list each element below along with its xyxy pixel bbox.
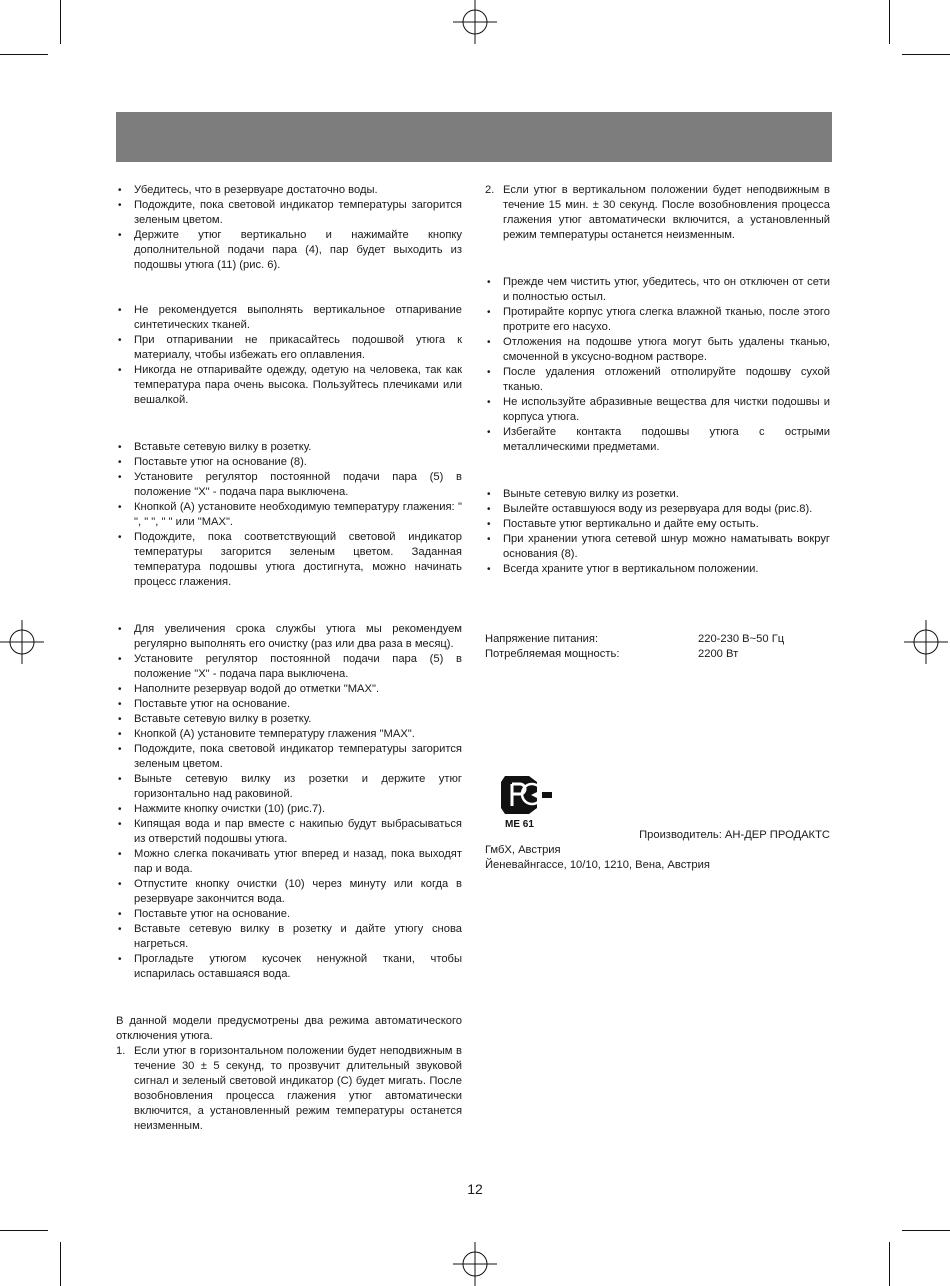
list-item: • Не используйте абразивные вещества для чистки подошвы и корпуса утюга.	[485, 395, 830, 425]
self-clean-list	[116, 622, 462, 982]
registration-mark-bottom	[453, 1242, 497, 1286]
item-text: Если утюг в вертикальном положении будет неподвижным в течение 15 мин. ± 30 секунд. После возобновления процесса глажения утюг автоматически включится, а установленный режим температуры останется неизменным.	[503, 184, 830, 241]
list-item: • Установите регулятор постоянной подачи пара (5) в положение "X" - подача пара выключена.	[116, 470, 462, 500]
specifications	[485, 632, 830, 662]
list-item: • Кнопкой (А) установите температуру глажения "MAX".	[116, 727, 462, 742]
crop-mark	[902, 1230, 950, 1231]
list-item: • При хранении утюга сетевой шнур можно наматывать вокруг основания (8).	[485, 532, 830, 562]
list-item: • Вставьте сетевую вилку в розетку.	[116, 712, 462, 727]
page-number: 12	[467, 1181, 483, 1197]
list-item: • Вылейте оставшуюся воду из резервуара для воды (рис.8).	[485, 502, 830, 517]
registration-mark-right	[904, 620, 948, 664]
list-item: • Для увеличения срока службы утюга мы рекомендуем регулярно выполнять его очистку (раз или два раза в месяц).	[116, 622, 462, 652]
cert-code: ME 61	[505, 819, 534, 830]
cleaning-list	[485, 275, 830, 455]
list-item: • Всегда храните утюг в вертикальном положении.	[485, 562, 830, 577]
auto-off-list	[116, 1044, 462, 1134]
list-item: • Прогладьте утюгом кусочек ненужной ткани, чтобы испарилась оставшаяся вода.	[116, 952, 462, 982]
list-item: • Протирайте корпус утюга слегка влажной тканью, после этого протрите его насухо.	[485, 305, 830, 335]
spec-value: 220-230 В~50 Гц	[698, 633, 785, 645]
list-item: • Подождите, пока световой индикатор температуры загорится зеленым цветом.	[116, 742, 462, 772]
list-item: • При отпаривании не прикасайтесь подошвой утюга к материалу, чтобы избежать его оплавления.	[116, 333, 462, 363]
crop-mark	[0, 1230, 48, 1231]
registration-mark-left	[0, 620, 44, 664]
item-number: 2.	[485, 184, 495, 196]
manufacturer-country: ГмбХ, Австрия	[485, 844, 561, 856]
list-item: • Кнопкой (А) установите необходимую температуру глажения: " ", " ", " " или "MAX".	[116, 500, 462, 530]
list-item: • Можно слегка покачивать утюг вперед и назад, пока выходят пар и вода.	[116, 847, 462, 877]
header-bar	[116, 112, 832, 162]
auto-off-list-continued	[485, 183, 830, 243]
list-item: • Вставьте сетевую вилку в розетку.	[116, 440, 462, 455]
list-item	[116, 1044, 462, 1134]
list-item: • Подождите, пока световой индикатор температуры загорится зеленым цветом.	[116, 198, 462, 228]
list-item: • Поставьте утюг вертикально и дайте ему остыть.	[485, 517, 830, 532]
list-item: • Прежде чем чистить утюг, убедитесь, что он отключен от сети и полностью остыл.	[485, 275, 830, 305]
storage-list	[485, 487, 830, 577]
ironing-list	[116, 440, 462, 590]
pct-certification-icon	[498, 772, 554, 830]
list-item: • Установите регулятор постоянной подачи пара (5) в положение "X" - подача пара выключена.	[116, 652, 462, 682]
list-item: • Отпустите кнопку очистки (10) через минуту или когда в резервуаре закончится вода.	[116, 877, 462, 907]
auto-off-intro: В данной модели предусмотрены два режима автоматического отключения утюга.	[116, 1015, 462, 1042]
list-item: • Никогда не отпаривайте одежду, одетую на человека, так как температура пара очень высока. Пользуйтесь плечиками или вешалкой.	[116, 363, 462, 408]
spec-row	[485, 647, 830, 662]
list-item: • После удаления отложений отполируйте подошву сухой тканью.	[485, 365, 830, 395]
list-item: • Вставьте сетевую вилку в розетку и дайте утюгу снова нагреться.	[116, 922, 462, 952]
list-item: • Поставьте утюг на основание.	[116, 697, 462, 712]
list-item: • Держите утюг вертикально и нажимайте кнопку дополнительной подачи пара (4), пар будет выходить из подошвы утюга (11) (рис. 6).	[116, 228, 462, 273]
list-item: • Отложения на подошве утюга могут быть удалены тканью, смоченной в уксусно-водном растворе.	[485, 335, 830, 365]
list-item: • Нажмите кнопку очистки (10) (рис.7).	[116, 802, 462, 817]
list-item: • Поставьте утюг на основание (8).	[116, 455, 462, 470]
crop-mark	[902, 54, 950, 55]
manufacturer-info	[485, 828, 830, 873]
spec-label: Напряжение питания:	[485, 633, 599, 645]
left-column	[116, 183, 462, 1134]
list-item: • Поставьте утюг на основание.	[116, 907, 462, 922]
list-item: • Избегайте контакта подошвы утюга с острыми металлическими предметами.	[485, 425, 830, 455]
list-item: • Кипящая вода и пар вместе с накипью будут выбрасываться из отверстий подошвы утюга.	[116, 817, 462, 847]
list-item: • Убедитесь, что в резервуаре достаточно воды.	[116, 183, 462, 198]
vertical-steam-list	[116, 303, 462, 408]
list-item	[485, 183, 830, 243]
spec-row	[485, 632, 830, 647]
item-text: Если утюг в горизонтальном положении будет неподвижным в течение 30 ± 5 секунд, то прозвучит длительный звуковой сигнал и зеленый световой индикатор (С) будет мигать. После возобновления процесса глажения утюг автоматически включится, а установленный режим температуры останется неизменным.	[134, 1045, 462, 1132]
crop-mark	[889, 1242, 890, 1286]
steam-list	[116, 183, 462, 273]
spec-label: Потребляемая мощность:	[485, 648, 620, 660]
right-column	[485, 183, 830, 577]
spec-value: 2200 Вт	[698, 648, 739, 660]
list-item: • Выньте сетевую вилку из розетки и держите утюг горизонтально над раковиной.	[116, 772, 462, 802]
registration-mark-top	[453, 0, 497, 44]
list-item: • Выньте сетевую вилку из розетки.	[485, 487, 830, 502]
crop-mark	[60, 0, 61, 44]
manufacturer-address: Йеневайнгассе, 10/10, 1210, Вена, Австрия	[485, 859, 710, 871]
crop-mark	[0, 54, 48, 55]
manufacturer-name: Производитель: АН-ДЕР ПРОДАКТС	[639, 829, 830, 841]
list-item: • Подождите, пока соответствующий световой индикатор температуры загорится зеленым цветом. Заданная температура подошвы утюга достигнута, можно начинать процесс глажения.	[116, 530, 462, 590]
list-item: • Не рекомендуется выполнять вертикальное отпаривание синтетических тканей.	[116, 303, 462, 333]
crop-mark	[60, 1242, 61, 1286]
list-item: • Наполните резервуар водой до отметки "MAX".	[116, 682, 462, 697]
crop-mark	[889, 0, 890, 44]
item-number: 1.	[116, 1045, 126, 1057]
